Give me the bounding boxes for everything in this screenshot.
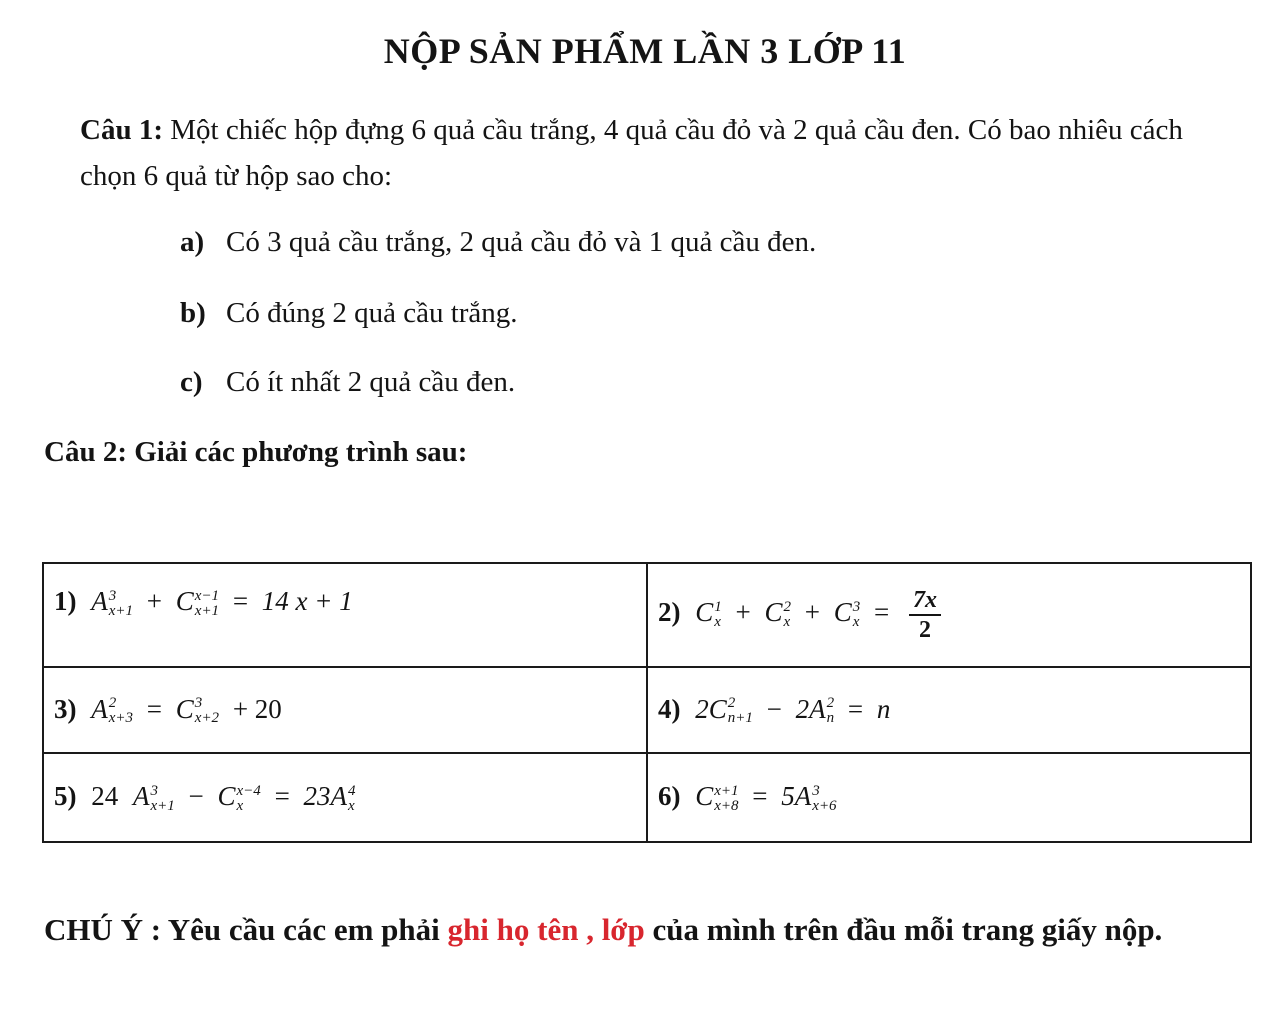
question-1-item-a — [180, 222, 816, 262]
question-1 — [80, 107, 1245, 199]
question-1-label: Câu 1: — [80, 114, 163, 146]
page-title: NỘP SẢN PHẨM LẦN 3 LỚP 11 — [383, 31, 907, 71]
question-1-text: Một chiếc hộp đựng 6 quả cầu trắng, 4 quả cầu đỏ và 2 quả cầu đen. Có bao nhiêu cách chọn 6 quả từ hộp sao cho: — [80, 114, 1183, 192]
note — [44, 906, 1244, 954]
item-label: b) — [180, 297, 206, 329]
item-text: Có 3 quả cầu trắng, 2 quả cầu đỏ và 1 quả cầu đen. — [226, 226, 817, 258]
question-2-label: Câu 2: Giải các phương trình sau: — [44, 436, 468, 468]
equations-table — [42, 562, 1252, 843]
equation-6: 6) C x+1 x+8 = 5A 3 x+6 — [647, 753, 1251, 842]
question-1-item-b — [180, 293, 518, 333]
equation-1: 1) A 3 x+1 + C x−1 x+1 = 14 x + 1 — [43, 563, 647, 667]
note-text: CHÚ Ý : Yêu cầu các em phải — [44, 912, 448, 947]
equation-2: 2) C 1 x + C 2 x + C 3 x = $\frac{7x}{2}$ — [647, 563, 1251, 667]
item-text: Có ít nhất 2 quả cầu đen. — [226, 366, 516, 398]
equation-4: 4) 2C 2 n+1 − 2A 2 n = n — [647, 667, 1251, 753]
item-label: a) — [180, 226, 205, 258]
fraction: $\frac{7x}{2}$ — [909, 586, 941, 644]
item-text: Có đúng 2 quả cầu trắng. — [226, 297, 518, 329]
question-1-item-c — [180, 362, 515, 402]
note-text-end: của mình trên đầu mỗi trang giấy nộp. — [644, 912, 1163, 947]
equation-3: 3) A 2 x+3 = C 3 x+2 + 20 — [43, 667, 647, 753]
item-label: c) — [180, 366, 203, 398]
note-highlight: ghi họ tên , lớp — [447, 912, 645, 947]
equation-5: 5) 24 A 3 x+1 − C x−4 x = 23A 4 x — [43, 753, 647, 842]
